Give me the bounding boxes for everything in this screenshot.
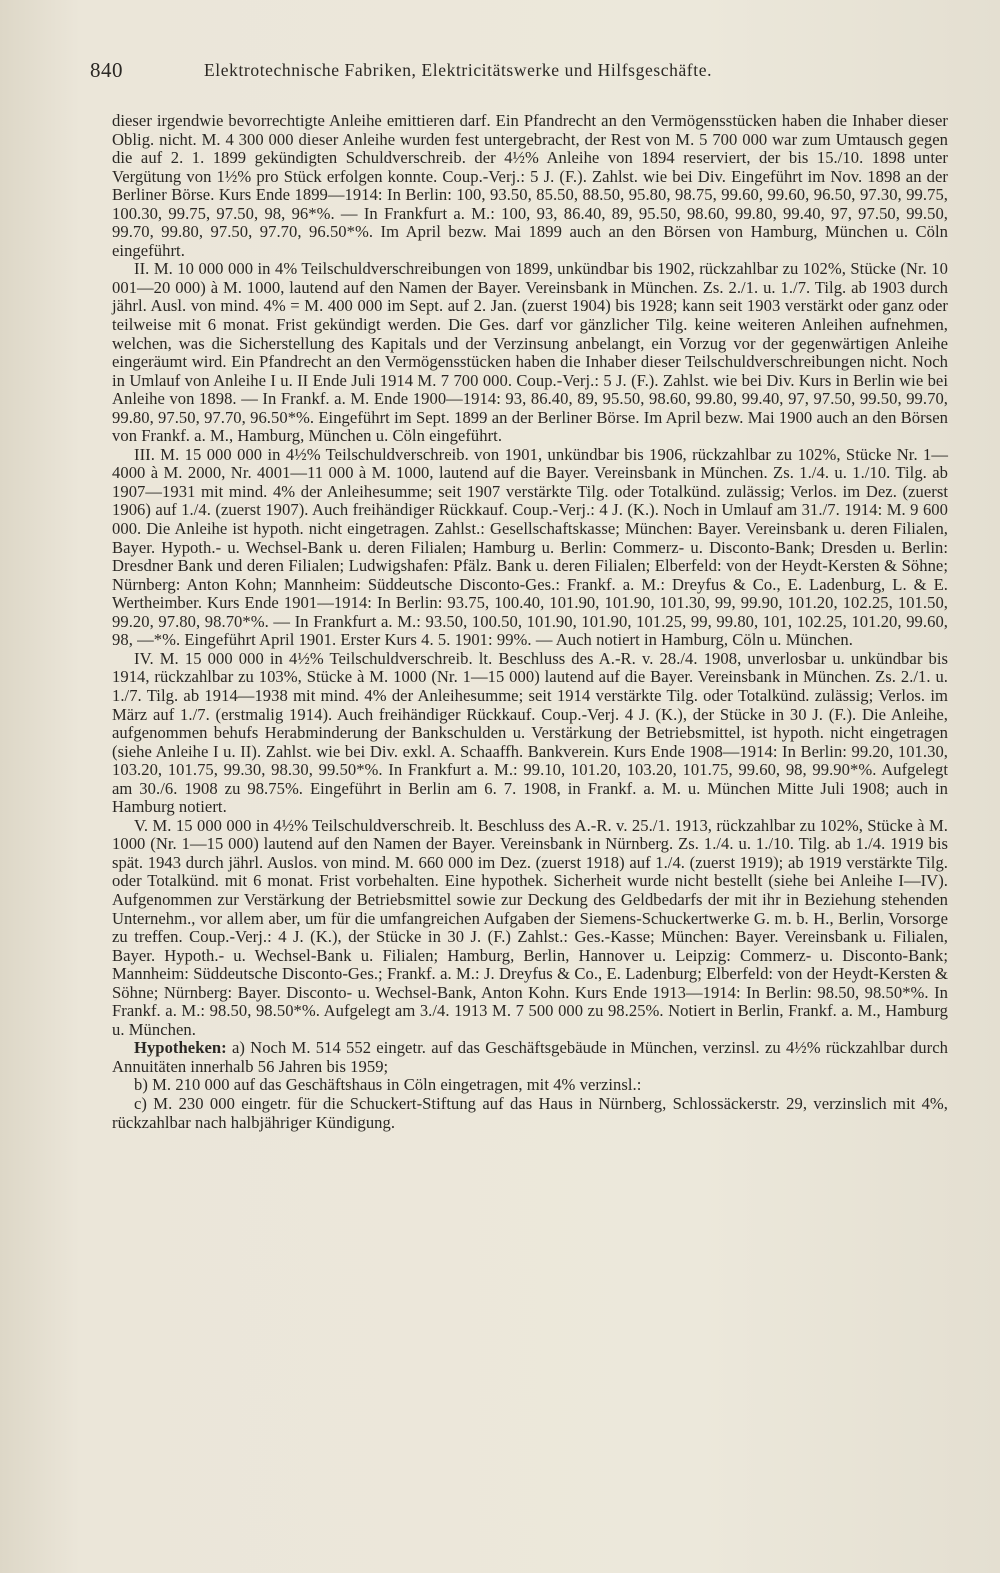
paragraph-anleihe-ii: II. M. 10 000 000 in 4% Teilschuldverschreibungen von 1899, unkündbar bis 1902, rückzahlbar zu 102%, Stücke (Nr. 10 001—20 000) à M. 1000, lautend auf den Namen der Bayer. Vereinsbank in München. Zs. 2./1. u. 1./7. Tilg. ab 1903 durch jährl. Ausl. von mind. 4% = M. 400 000 im Sept. auf 2. Jan. (zuerst 1904) bis 1928; kann seit 1903 verstärkt oder ganz oder teilweise mit 6 monat. Frist gekündigt werden. Die Ges. darf vor gänzlicher Tilg. keine weiteren Anleihen aufnehmen, welchen, was die Sicherstellung des Kapitals und der Verzinsung anbelangt, ein Vorzug vor der gegenwärtigen Anleihe eingeräumt wird. Ein Pfandrecht an den Vermögensstücken haben die Inhaber dieser Teilschuldverschreibungen nicht. Noch in Umlauf von Anleihe I u. II Ende Juli 1914 M. 7 700 000. Coup.-Verj.: 5 J. (F.). Zahlst. wie bei Div. Kurs in Berlin wie bei Anleihe von 1898. — In Frankf. a. M. Ende 1900—1914: 93, 86.40, 89, 95.50, 98.60, 99.80, 99.40, 97, 97.50, 99.50, 99.70, 99.80, 97.50, 97.70, 96.50*%. Eingeführt im Sept. 1899 an der Berliner Börse. Im April bezw. Mai 1900 auch an den Börsen von Frankf. a. M., Hamburg, München u. Cöln eingeführt. — [112, 259, 948, 446]
paragraph-hypothek-c: c) M. 230 000 eingetr. für die Schuckert-Stiftung auf das Haus in Nürnberg, Schlossäckerstr. 29, verzinslich mit 4%, rückzahlbar nach halbjähriger Kündigung. — [112, 1093, 948, 1132]
running-header — [90, 58, 958, 92]
body-text — [112, 112, 948, 1132]
page-number: 840 — [90, 58, 123, 82]
paragraph-hypotheken — [112, 1039, 948, 1076]
paragraph-anleihe-v: V. M. 15 000 000 in 4½% Teilschuldverschreib. lt. Beschluss des A.-R. v. 25./1. 1913, rückzahlbar zu 102%, Stücke à M. 1000 (Nr. 1—15 000) lautend auf den Namen der Bayer. Vereinsbank in Nürnberg. Zs. 1./4. u. 1./10. Tilg. ab 1./4. 1919 bis spät. 1943 durch jährl. Auslos. von mind. M. 660 000 im Dez. (zuerst 1918) auf 1./4. (zuerst 1919); ab 1919 verstärkte Tilg. oder Totalkünd. mit 6 monat. Frist vorbehalten. Eine hypothek. Sicherheit wurde nicht bestellt (siehe bei Anleihe I—IV). Aufgenommen zur Verstärkung der Betriebsmittel sowie zur Deckung des Geldbedarfs der mit ihr in Beziehung stehenden Unternehm., vor allem aber, um für die umfangreichen Aufgaben der Siemens-Schuckertwerke G. m. b. H., Berlin, Vorsorge zu treffen. Coup.-Verj.: 4 J. (K.), der Stücke in 30 J. (F.) Zahlst.: Ges.-Kasse; München: Bayer. Vereinsbank u. Filialen, Bayer. Hypoth.- u. Wechsel-Bank u. Filialen; Hamburg, Berlin, Hannover u. Leipzig: Commerz- u. Disconto-Bank; Mannheim: Süddeutsche Disconto-Ges.; Frankf. a. M.: J. Dreyfus & Co., E. Ladenburg; Elberfeld: von der Heydt-Kersten & Söhne; Nürnberg: Bayer. Disconto- u. Wechsel-Bank, Anton Kohn. Kurs Ende 1913—1914: In Berlin: 98.50, 98.50*%. In Frankf. a. M.: 98.50, 98.50*%. Aufgelegt am 3./4. 1913 M. 7 500 000 zu 98.25%. Notiert in Berlin, Frankf. a. M., Hamburg u. München. — [112, 815, 948, 1039]
paragraph-hypothek-b: b) M. 210 000 auf das Geschäftshaus in Cöln eingetragen, mit 4% verzinsl.: — [134, 1075, 642, 1095]
paragraph-anleihe-iv: IV. M. 15 000 000 in 4½% Teilschuldverschreib. lt. Beschluss des A.-R. v. 28./4. 1908, unverlosbar u. unkündbar bis 1914, rückzahlbar zu 103%, Stücke à M. 1000 (Nr. 1—15 000) lautend auf die Bayer. Vereinsbank in München. Zs. 2./1. u. 1./7. Tilg. ab 1914—1938 mit mind. 4% der Anleihesumme; seit 1914 verstärkte Tilg. oder Totalkünd. zulässig; Verlos. im März auf 1./7. (erstmalig 1914). Auch freihändiger Rückkauf. Coup.-Verj. 4 J. (K.), der Stücke in 30 J. (F.). Die Anleihe, aufgenommen behufs Herabminderung der Bankschulden u. Verstärkung der Betriebsmittel, ist hypoth. nicht eingetragen (siehe Anleihe I u. II). Zahlst. wie bei Div. exkl. A. Schaaffh. Bankverein. Kurs Ende 1908—1914: In Berlin: 99.20, 101.30, 103.20, 101.75, 99.30, 98.30, 99.50*%. In Frankfurt a. M.: 99.10, 101.20, 103.20, 101.75, 99.60, 98, 99.90*%. Aufgelegt am 30./6. 1908 zu 98.75%. Eingeführt in Berlin am 6. 7. 1908, in Frankf. a. M. u. München Mitte Juli 1908; auch in Hamburg notiert. — [112, 648, 948, 817]
running-title: Elektrotechnische Fabriken, Elektricitätswerke und Hilfsgeschäfte. — [204, 60, 713, 80]
hypotheken-a-text: a) Noch M. 514 552 eingetr. auf das Geschäftsgebäude in München, verzinsl. zu 4½% rückzahlbar durch Annuitäten innerhalb 56 Jahren bis 1959; — [112, 1038, 948, 1076]
hypotheken-heading: Hypotheken: — [134, 1038, 227, 1058]
paragraph-anleihe-iii: III. M. 15 000 000 in 4½% Teilschuldverschreib. von 1901, unkündbar bis 1906, rückzahlbar zu 102%, Stücke Nr. 1—4000 à M. 2000, Nr. 4001—11 000 à M. 1000, lautend auf die Bayer. Vereinsbank in München. Zs. 1./4. u. 1./10. Tilg. ab 1907—1931 mit mind. 4% der Anleihesumme; seit 1907 verstärkte Tilg. oder Totalkünd. zulässig; Verlos. im Dez. (zuerst 1906) auf 1./4. (zuerst 1907). Auch freihändiger Rückkauf. Coup.-Verj.: 4 J. (K.). Noch in Umlauf am 31./7. 1914: M. 9 600 000. Die Anleihe ist hypoth. nicht eingetragen. Zahlst.: Gesellschaftskasse; München: Bayer. Vereinsbank u. deren Filialen, Bayer. Hypoth.- u. Wechsel-Bank u. deren Filialen; Hamburg u. Berlin: Commerz- u. Disconto-Bank; Dresden u. Berlin: Dresdner Bank und deren Filialen; Ludwigshafen: Pfälz. Bank u. deren Filialen; Elberfeld: von der Heydt-Kersten & Söhne; Nürnberg: Anton Kohn; Mannheim: Süddeutsche Disconto-Ges.: Frankf. a. M.: Dreyfus & Co., E. Ladenburg, L. & E. Wertheimber. Kurs Ende 1901—1914: In Berlin: 93.75, 100.40, 101.90, 101.90, 101.30, 99, 99.90, 101.20, 102.25, 101.50, 99.20, 97.80, 98.70*%. — In Frankfurt a. M.: 93.50, 100.50, 101.90, 101.90, 101.25, 99, 99.80, 101, 102.25, 101.20, 99.60, 98, —*%. Eingeführt April 1901. Erster Kurs 4. 5. 1901: 99%. — Auch notiert in Hamburg, Cöln u. München. — [112, 444, 948, 650]
paragraph-anleihe-i-continuation: dieser irgendwie bevorrechtigte Anleihe emittieren darf. Ein Pfandrecht an den Vermögensstücken haben die Inhaber dieser Oblig. nicht. M. 4 300 000 dieser Anleihe wurden fest untergebracht, der Rest von M. 5 700 000 war zum Umtausch gegen die auf 2. 1. 1899 gekündigten Schuldverschreib. der 4½% Anleihe von 1894 reserviert, der bis 15./10. 1898 unter Vergütung von 1½% pro Stück erfolgen konnte. Coup.-Verj.: 5 J. (F.). Zahlst. wie bei Div. Eingeführt im Nov. 1898 an der Berliner Börse. Kurs Ende 1899—1914: In Berlin: 100, 93.50, 85.50, 88.50, 95.80, 98.75, 99.60, 99.60, 96.50, 97.30, 99.75, 100.30, 99.75, 97.50, 98, 96*%. — In Frankfurt a. M.: 100, 93, 86.40, 89, 95.50, 98.60, 99.80, 99.40, 97, 97.50, 99.50, 99.70, 99.80, 97.50, 97.70, 96.50*%. Im April bezw. Mai 1899 auch an den Börsen von Hamburg, München u. Cöln eingeführt. — [112, 111, 948, 260]
